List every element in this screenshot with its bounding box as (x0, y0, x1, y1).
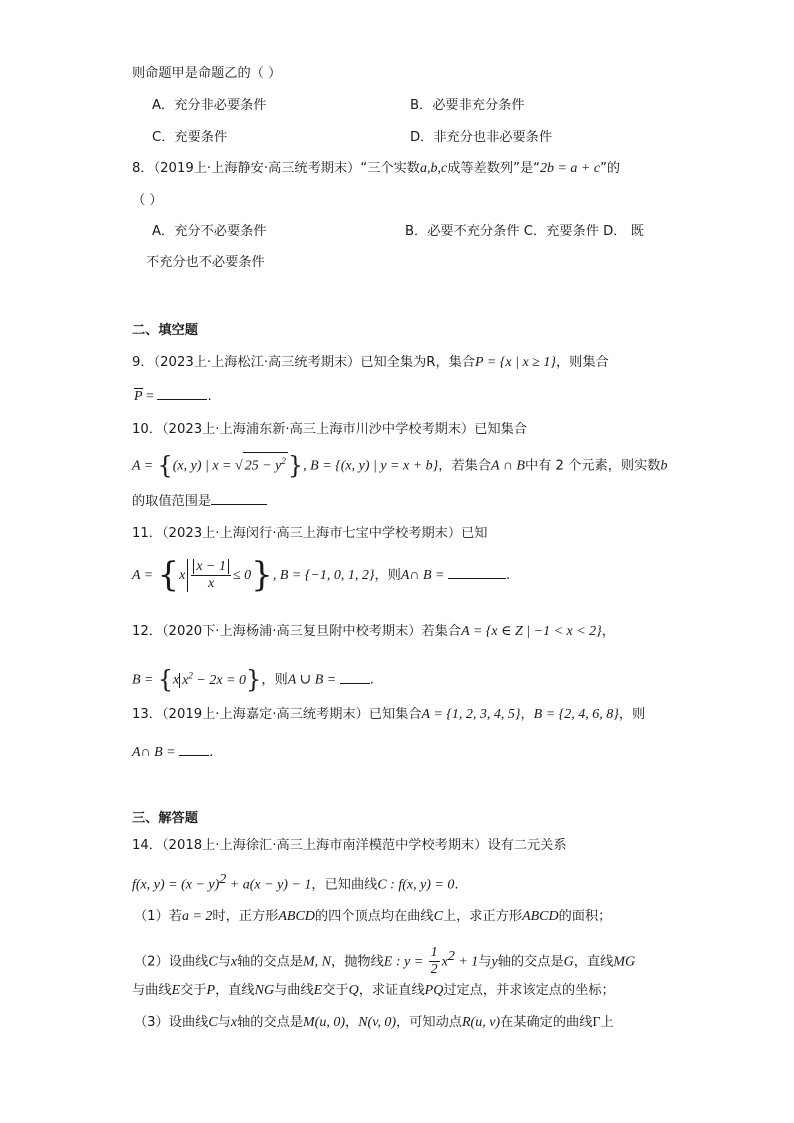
q11-stem (132, 524, 487, 544)
q14-p2-l2-e: 交于 (322, 983, 349, 998)
q14-source: （2018上·上海徐汇·高三上海市南洋模范中学校考期末） (161, 838, 488, 853)
q13-stem (132, 705, 645, 725)
q8-stem (132, 159, 620, 179)
q14-ng: NG (254, 983, 275, 998)
q14-end: . (454, 877, 459, 893)
q14-p1-d: 上，求正方形 (442, 909, 523, 924)
q8-option-a[interactable]: A．充分不必要条件 (152, 224, 267, 239)
q14-mg: MG (613, 954, 636, 970)
q10-stem (132, 420, 527, 440)
q14-p2-l2-g: 过定点，并求该定点的坐标； (443, 983, 615, 998)
q12-set-b-body: x (182, 672, 189, 688)
q12-set-b-label: B = (132, 672, 154, 688)
q11-abs-num: x − 1 (193, 559, 229, 574)
q14-part1 (134, 907, 611, 927)
q12-comma: ， (601, 624, 615, 639)
q13-stem-a: 已知集合 (368, 707, 422, 722)
q14-half-fraction (429, 945, 440, 978)
q8-option-d-continued: 不充分也不必要条件 (146, 255, 265, 270)
q12-set-b-exp: 2 (188, 670, 193, 680)
q14-p2-l2-d: 与曲线 (274, 983, 314, 998)
q11-stem-a: 已知 (461, 526, 488, 541)
q14-p1-b: 时，正方形 (212, 909, 279, 924)
q13-answer-blank[interactable] (179, 743, 209, 756)
q12-right-brace: } (246, 665, 262, 694)
q14-part3 (134, 1013, 614, 1033)
q14-p3-e: ，可知动点 (396, 1015, 462, 1030)
q11-left-brace: { (157, 555, 180, 595)
q12-stem (132, 622, 615, 642)
q14-p2-b: 与 (217, 954, 231, 970)
q14-p1-a: （1）若 (134, 909, 182, 924)
q14-x-axis-2: x (230, 1015, 238, 1030)
q14-curve-c-3: C (208, 1015, 218, 1030)
q13-set-a: A = {1, 2, 3, 4, 5} (421, 707, 521, 722)
q14-curve: C : f(x, y) = 0 (377, 877, 455, 893)
q14-p3-c: 轴的交点是 (237, 1015, 304, 1030)
q14-p: P (206, 983, 216, 998)
q10-number: 10． (132, 422, 162, 437)
q13-mid: ， (520, 707, 534, 722)
q14-definition-line (132, 870, 459, 895)
q11-set-b: , B = {−1, 0, 1, 2} (272, 568, 375, 583)
q12-set-b-line (132, 662, 374, 694)
q7-option-b[interactable]: B．必要非充分条件 (410, 98, 525, 113)
q14-p3-d: ， (345, 1015, 359, 1030)
q12-set-b-rest: − 2x = 0 (192, 672, 247, 688)
q10-set-b: , B = {(x, y) | y = x + b} (303, 458, 439, 474)
q8-stem-b: 成等差数列”是“ (447, 161, 540, 176)
q14-p2-d: ，抛物线 (331, 954, 384, 970)
section-title-fill-in: 二、填空题 (132, 323, 198, 338)
q8-paren: （ ） (132, 193, 163, 208)
q14-e-1: E (171, 983, 181, 998)
q14-mn: M, N (303, 954, 332, 970)
q14-n-point: N(v, 0) (358, 1015, 397, 1030)
q9-source: （2023上·上海松江·高三统考期末） (153, 355, 361, 370)
q12-answer-blank[interactable] (340, 671, 370, 684)
q14-p1-e: 的面积； (558, 909, 612, 924)
q11-x-var: x (179, 568, 186, 583)
q10-source: （2023上·上海浦东新·高三上海市川沙中学校考期末） (161, 422, 475, 437)
q14-p2-g: ，直线 (573, 954, 614, 970)
q13-end: . (209, 745, 214, 760)
q9-end: . (207, 389, 212, 404)
q7-option-c[interactable]: C．充要条件 (152, 130, 228, 145)
q14-f-def-exp: 2 (219, 872, 227, 887)
q14-square-1: ABCD (278, 909, 315, 924)
q14-g: G (563, 954, 574, 970)
q14-x-axis-1: x (230, 954, 238, 970)
q14-q: Q (348, 983, 359, 998)
q14-e-2: E (313, 983, 323, 998)
q11-end: . (506, 568, 511, 583)
q14-p2-a: （2）设曲线 (134, 954, 209, 970)
q12-stem-a: 若集合 (421, 624, 462, 639)
q9-stem (132, 353, 609, 373)
q14-pq: PQ (424, 983, 444, 998)
q14-gamma: Γ (592, 1015, 601, 1030)
q11-fraction-den: x (208, 575, 215, 591)
q10-line3: 的取值范围是 (132, 494, 212, 509)
q13-result: A∩ B = (132, 745, 180, 760)
q10-answer-blank[interactable] (211, 492, 267, 505)
q14-p3-b: 与 (217, 1015, 231, 1030)
q11-le0: ≤ 0 (232, 568, 252, 583)
q10-sqrt-text: 25 − y (244, 458, 282, 474)
q11-right-brace: } (251, 555, 273, 595)
q11-number: 11． (132, 526, 162, 541)
q11-sets-line (132, 556, 510, 596)
q10-answer-line (132, 492, 267, 512)
q10-intersection: A ∩ B (491, 458, 525, 474)
q11-set-a-label: A = (132, 568, 154, 583)
q8-number: 8． (132, 161, 154, 176)
q14-part2-line1 (134, 940, 635, 979)
q14-p1-c: 的四个顶点均在曲线 (314, 909, 434, 924)
q14-p2-l2-c: ，直线 (215, 983, 255, 998)
q14-p3-a: （3）设曲线 (134, 1015, 209, 1030)
q13-answer-line (132, 743, 213, 763)
q9-complement-p: P (134, 389, 143, 404)
q14-r-point: R(u, v) (461, 1015, 501, 1030)
q9-equals: = (142, 389, 158, 404)
q8-vars: a,b,c (419, 161, 448, 176)
q13-stem-b: ，则 (618, 707, 646, 722)
q14-stem (132, 836, 567, 856)
q14-f-text: ，已知曲线 (311, 877, 378, 893)
q14-f-def-a: f(x, y) = (x − y) (132, 877, 220, 893)
q10-sqrt-body (243, 452, 288, 475)
q14-p3-g: 上 (600, 1015, 614, 1030)
q14-curve-c-1: C (433, 909, 443, 924)
q12-source: （2020下·上海杨浦·高三复旦附中校考期末） (161, 624, 422, 639)
q11-answer-blank[interactable] (448, 566, 506, 579)
q7-option-d[interactable]: D．非充分也非必要条件 (410, 130, 553, 145)
q7-option-a[interactable]: A．充分非必要条件 (152, 98, 267, 113)
q9-number: 9． (132, 355, 154, 370)
q14-e-def-c: + 1 (454, 954, 479, 970)
q14-number: 14． (132, 838, 162, 853)
q14-curve-c-2: C (208, 954, 218, 970)
q10-left-brace: { (157, 451, 173, 480)
q10-sqrt-sign: √ (235, 458, 243, 474)
q13-source: （2019上·上海嘉定·高三统考期末） (161, 707, 369, 722)
q10-stem-c: 中有 2 个元素，则实数 (524, 458, 661, 474)
q14-e-exp: 2 (447, 949, 455, 964)
q14-p2-c: 轴的交点是 (237, 954, 304, 970)
q11-fraction-num (191, 559, 231, 576)
q9-stem-b: ，则集合 (555, 355, 609, 370)
q10-sqrt-exp: 2 (281, 456, 286, 466)
q9-answer-line (134, 387, 212, 407)
q10-right-brace: } (287, 451, 304, 480)
q14-part2-line2 (132, 981, 615, 1001)
q14-p2-l2-f: ，求证直线 (358, 983, 425, 998)
q12-union: A ∪ B = (287, 672, 340, 688)
section-title-solutions: 三、解答题 (132, 811, 198, 826)
q10-stem-b: ，若集合 (438, 458, 492, 474)
q10-set-a-body: (x, y) | x = (172, 458, 235, 474)
q10-set-a-label: A = (132, 458, 154, 474)
q14-f-def-b: + a(x − y) − 1 (226, 877, 312, 893)
q14-half-den: 2 (430, 961, 438, 977)
q14-p2-e: 与 (478, 954, 492, 970)
q12-set-a: A = {x ∈ Z | −1 < x < 2} (461, 624, 602, 639)
q13-set-b: B = {2, 4, 6, 8} (533, 707, 619, 722)
q12-stem-b: ，则 (261, 672, 288, 688)
q11-stem-b: ，则 (374, 568, 401, 583)
q8-source: （2019上·上海静安·高三统考期末） (153, 161, 361, 176)
q14-half-num: 1 (430, 944, 438, 960)
q14-p2-l2-a: 与曲线 (132, 983, 172, 998)
q11-result: A∩ B = (400, 568, 449, 583)
q9-answer-blank[interactable] (157, 387, 207, 400)
q14-p2-l2-b: 交于 (180, 983, 207, 998)
q14-p2-f: 轴的交点是 (497, 954, 564, 970)
q9-set-p: P = {x | x ≥ 1} (475, 355, 556, 370)
q12-number: 12． (132, 624, 162, 639)
q8-stem-c: ”的 (600, 161, 621, 176)
q14-stem-a: 设有二元关系 (487, 838, 567, 853)
q12-set-b-x: x (172, 672, 180, 688)
q9-stem-a: 已知全集为R，集合 (360, 355, 476, 370)
q8-equation: 2b = a + c (539, 161, 601, 176)
q8-stem-a: “三个实数 (360, 161, 420, 176)
q14-e-def-b: x (441, 954, 448, 970)
q12-left-brace: { (157, 665, 173, 694)
q14-y-axis: y (491, 954, 498, 970)
q14-p3-f: 在某确定的曲线 (500, 1015, 593, 1030)
q14-square-2: ABCD (522, 909, 559, 924)
q10-stem-a: 已知集合 (474, 422, 527, 437)
q14-e-def-a: E : y = (383, 954, 427, 970)
q10-var-b: b (660, 458, 668, 474)
q14-p1-eq: a = 2 (181, 909, 213, 924)
q7-stem-tail: 则命题甲是命题乙的（ ） (132, 66, 282, 81)
q10-sets-line (132, 452, 667, 480)
q11-fraction (187, 559, 231, 592)
q12-end: . (369, 672, 374, 688)
q8-options-bcd[interactable]: B．必要不充分条件 C．充要条件 D． 既 (405, 224, 644, 239)
q14-m-point: M(u, 0) (303, 1015, 346, 1030)
q12-set-b-cond (179, 670, 247, 688)
q13-number: 13． (132, 707, 162, 722)
q11-source: （2023上·上海闵行·高三上海市七宝中学校考期末） (161, 526, 462, 541)
